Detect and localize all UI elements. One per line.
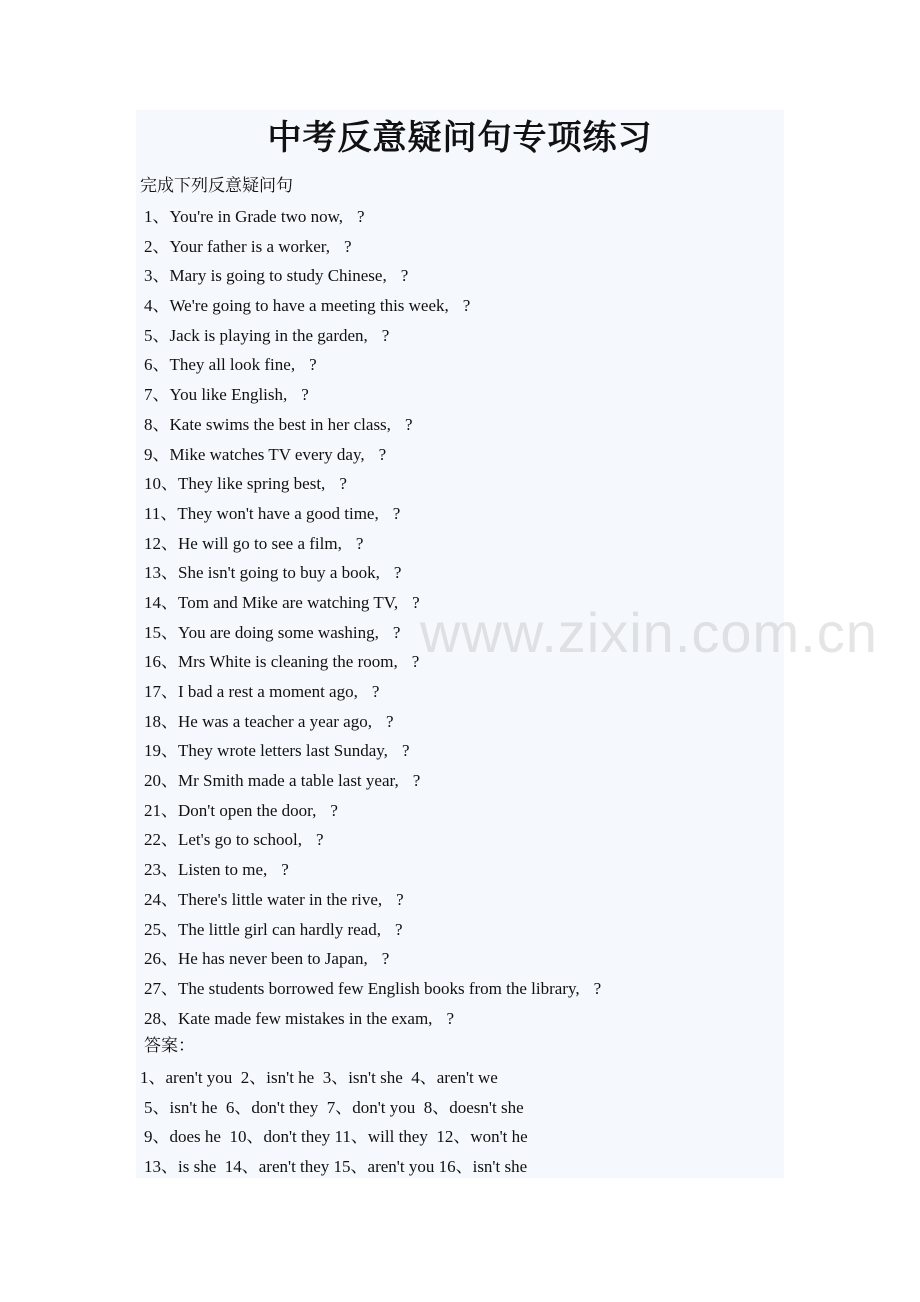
question-text: There's little water in the rive, bbox=[178, 889, 383, 909]
question-number: 21、 bbox=[144, 800, 178, 820]
answer-row: 1、aren't you 2、isn't he 3、isn't she 4、aren't we bbox=[140, 1068, 498, 1087]
question-number: 2、 bbox=[144, 236, 170, 256]
question-item bbox=[144, 855, 601, 885]
question-number: 12、 bbox=[144, 533, 178, 553]
question-item bbox=[144, 558, 601, 588]
question-blank-mark: ? bbox=[357, 207, 365, 226]
question-number: 16、 bbox=[144, 652, 178, 672]
question-number: 8、 bbox=[144, 414, 170, 434]
question-item bbox=[144, 885, 601, 915]
question-text: They all look fine, bbox=[169, 355, 296, 375]
question-item bbox=[144, 529, 601, 559]
question-item bbox=[144, 796, 601, 826]
question-blank-mark: ? bbox=[400, 266, 409, 286]
question-item bbox=[144, 291, 601, 321]
question-text: He has never been to Japan, bbox=[178, 949, 368, 969]
question-text: The little girl can hardly read, bbox=[178, 919, 381, 939]
question-number: 25、 bbox=[144, 919, 178, 939]
question-blank-mark: ? bbox=[381, 949, 390, 969]
question-item bbox=[144, 1004, 601, 1034]
question-blank-mark: ? bbox=[393, 563, 402, 583]
question-item bbox=[144, 350, 601, 380]
question-number: 22、 bbox=[144, 830, 178, 850]
answer-row: 9、does he 10、don't they 11、will they 12、won't he bbox=[144, 1127, 528, 1147]
question-number: 11、 bbox=[144, 503, 178, 523]
question-number: 15、 bbox=[144, 622, 178, 642]
question-item bbox=[144, 677, 601, 707]
question-blank-mark: ? bbox=[371, 682, 380, 701]
question-number: 19、 bbox=[144, 741, 178, 761]
question-text: Listen to me, bbox=[178, 860, 268, 880]
question-item bbox=[144, 232, 601, 262]
question-number: 4、 bbox=[144, 296, 170, 316]
question-blank-mark: ? bbox=[385, 711, 394, 731]
question-blank-mark: ? bbox=[446, 1008, 454, 1028]
question-blank-mark: ? bbox=[381, 325, 390, 345]
question-text: You're in Grade two now, bbox=[169, 207, 344, 226]
question-number: 3、 bbox=[144, 266, 170, 286]
question-item bbox=[144, 915, 601, 945]
question-text: Mrs White is cleaning the room, bbox=[178, 652, 398, 672]
question-text: He will go to see a film, bbox=[178, 533, 342, 553]
question-text: Don't open the door, bbox=[178, 800, 317, 820]
question-text: Mary is going to study Chinese, bbox=[169, 266, 387, 286]
question-item bbox=[144, 202, 601, 232]
question-text: She isn't going to buy a book, bbox=[178, 563, 380, 583]
question-number: 17、 bbox=[144, 682, 178, 701]
question-item bbox=[144, 944, 601, 974]
question-text: Mike watches TV every day, bbox=[169, 444, 365, 464]
question-item bbox=[144, 707, 601, 737]
question-text: They like spring best, bbox=[178, 474, 326, 494]
question-blank-mark: ? bbox=[315, 830, 324, 850]
question-number: 23、 bbox=[144, 860, 178, 880]
question-blank-mark: ? bbox=[462, 296, 471, 316]
question-item bbox=[144, 825, 601, 855]
question-number: 1、 bbox=[144, 207, 170, 226]
question-item bbox=[144, 469, 601, 499]
question-number: 24、 bbox=[144, 889, 178, 909]
question-blank-mark: ? bbox=[394, 919, 403, 939]
question-blank-mark: ? bbox=[343, 236, 352, 256]
question-blank-mark: ? bbox=[355, 533, 364, 553]
question-text: I bad a rest a moment ago, bbox=[178, 682, 358, 701]
question-item bbox=[144, 410, 601, 440]
question-blank-mark: ? bbox=[281, 860, 289, 880]
question-number: 7、 bbox=[144, 385, 170, 405]
question-number: 5、 bbox=[144, 325, 170, 345]
question-item bbox=[144, 380, 601, 410]
document-title: 中考反意疑问句专项练习 bbox=[267, 120, 653, 157]
question-number: 10、 bbox=[144, 474, 178, 494]
question-item bbox=[144, 766, 601, 796]
answer-heading: 答案： bbox=[144, 1036, 195, 1055]
question-blank-mark: ? bbox=[309, 355, 317, 375]
question-item bbox=[144, 321, 601, 351]
question-blank-mark: ? bbox=[392, 503, 401, 523]
question-number: 28、 bbox=[144, 1008, 178, 1028]
watermark: www.zixin.com.cn bbox=[420, 601, 878, 664]
question-number: 14、 bbox=[144, 592, 178, 612]
question-blank-mark: ? bbox=[412, 771, 421, 791]
question-blank-mark: ? bbox=[396, 889, 404, 909]
question-blank-mark: ? bbox=[412, 592, 420, 612]
question-text: They won't have a good time, bbox=[177, 503, 379, 523]
question-blank-mark: ? bbox=[339, 474, 347, 494]
answer-list bbox=[140, 1063, 528, 1182]
question-text: We're going to have a meeting this week, bbox=[169, 296, 449, 316]
question-number: 13、 bbox=[144, 563, 178, 583]
question-text: He was a teacher a year ago, bbox=[178, 711, 372, 731]
question-number: 6、 bbox=[144, 355, 170, 375]
question-blank-mark: ? bbox=[401, 741, 410, 761]
question-blank-mark: ? bbox=[330, 800, 338, 820]
question-number: 9、 bbox=[144, 444, 170, 464]
question-text: Kate swims the best in her class, bbox=[169, 414, 391, 434]
question-number: 26、 bbox=[144, 949, 178, 969]
answer-row: 5、isn't he 6、don't they 7、don't you 8、doesn't she bbox=[144, 1097, 524, 1117]
question-item bbox=[144, 261, 601, 291]
question-blank-mark: ? bbox=[378, 444, 387, 464]
question-blank-mark: ? bbox=[392, 622, 401, 642]
question-text: You like English, bbox=[169, 385, 288, 405]
question-blank-mark: ? bbox=[301, 385, 309, 405]
question-text: Let's go to school, bbox=[178, 830, 302, 850]
question-text: Your father is a worker, bbox=[169, 236, 330, 256]
question-text: They wrote letters last Sunday, bbox=[178, 741, 388, 761]
question-text: Tom and Mike are watching TV, bbox=[178, 592, 399, 612]
question-text: The students borrowed few English books from the library, bbox=[178, 978, 580, 998]
instructions: 完成下列反意疑问句 bbox=[140, 176, 293, 195]
question-text: Kate made few mistakes in the exam, bbox=[178, 1008, 433, 1028]
question-item bbox=[144, 440, 601, 470]
question-item bbox=[144, 974, 601, 1004]
question-item bbox=[144, 736, 601, 766]
question-blank-mark: ? bbox=[593, 978, 602, 998]
question-number: 27、 bbox=[144, 978, 178, 998]
question-blank-mark: ? bbox=[404, 414, 413, 434]
question-number: 20、 bbox=[144, 771, 178, 791]
question-text: Jack is playing in the garden, bbox=[169, 325, 368, 345]
question-item bbox=[144, 499, 601, 529]
answer-row: 13、is she 14、aren't they 15、aren't you 16、isn't she bbox=[144, 1157, 528, 1177]
question-text: You are doing some washing, bbox=[178, 622, 379, 642]
question-blank-mark: ? bbox=[411, 652, 420, 672]
question-text: Mr Smith made a table last year, bbox=[178, 771, 399, 791]
question-number: 18、 bbox=[144, 711, 178, 731]
